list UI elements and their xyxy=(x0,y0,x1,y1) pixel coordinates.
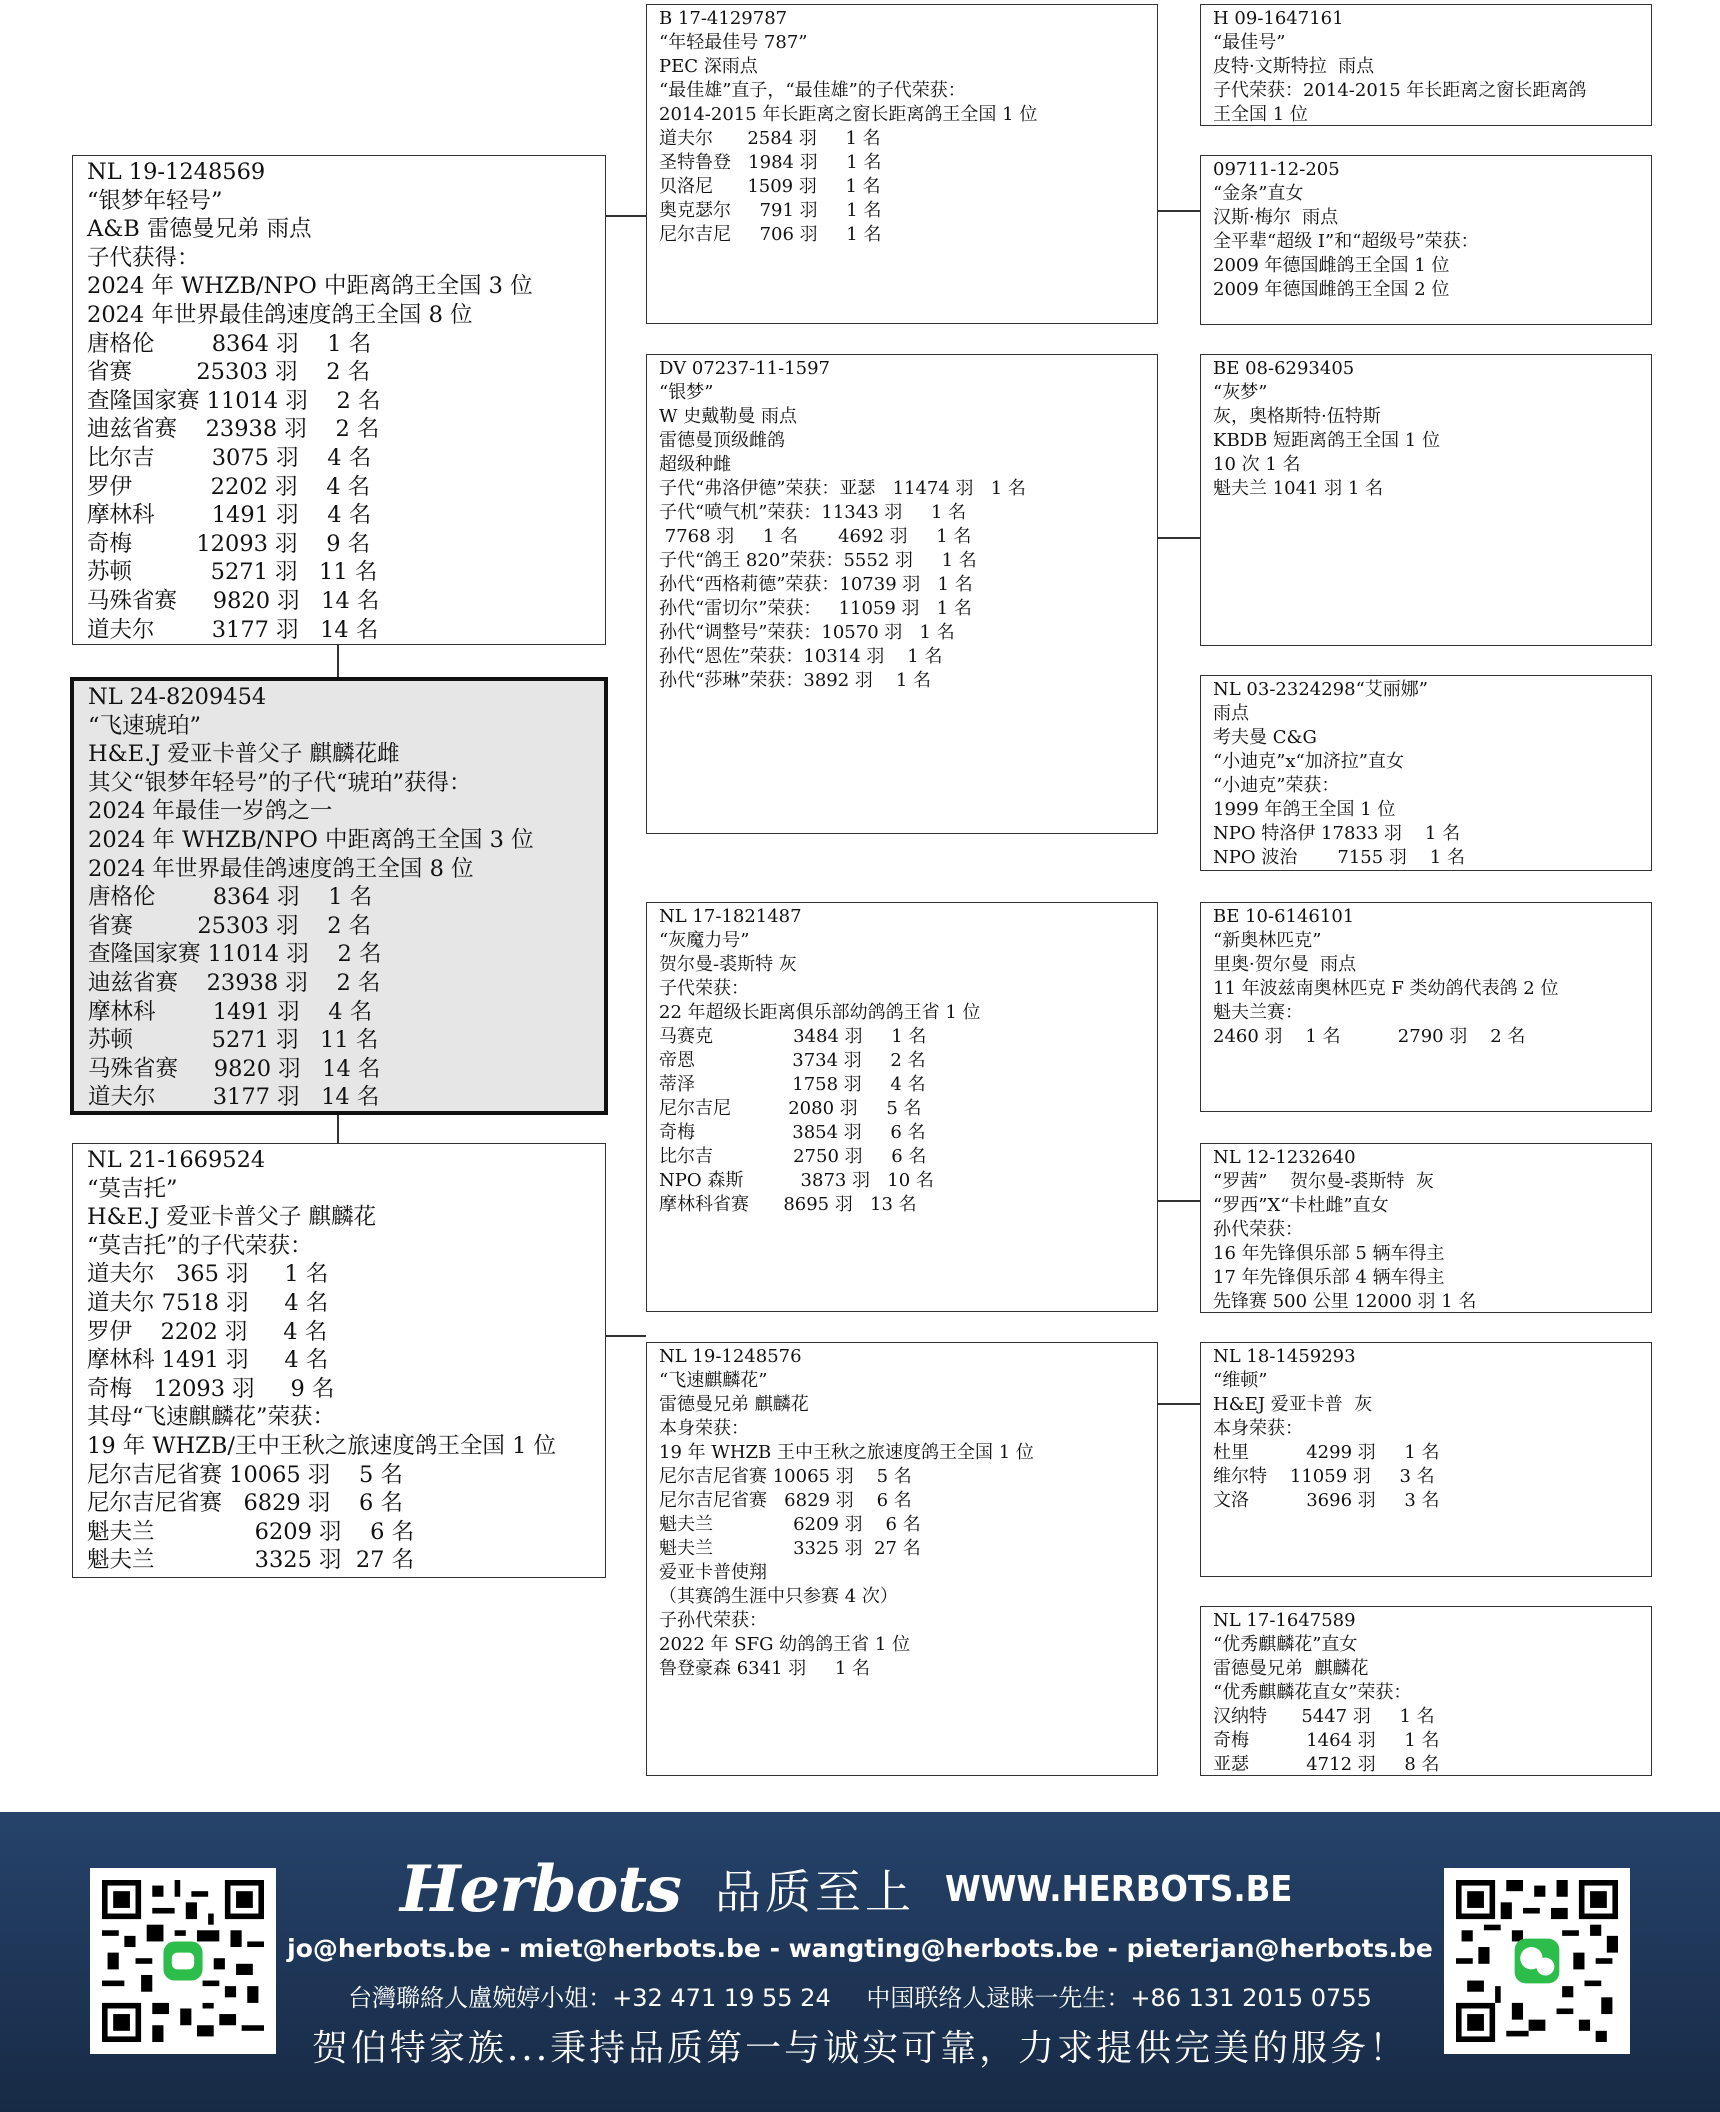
text-line: 奇梅 12093 羽 9 名 xyxy=(87,530,371,557)
motto: 贺伯特家族...秉持品质第一与诚实可靠，力求提供完美的服务！ xyxy=(311,2028,1409,2069)
text-line: 摩林科 1491 羽 4 名 xyxy=(87,1347,329,1374)
text-line: “银梦年轻号” xyxy=(87,187,223,214)
text-line: 皮特·文斯特拉 雨点 xyxy=(1213,56,1375,77)
text-line: 奇梅 1464 羽 1 名 xyxy=(1213,1730,1440,1751)
text-line: H&E.J 爱亚卡普父子 麒麟花 xyxy=(87,1204,377,1231)
text-line: 子代荣获： xyxy=(659,978,749,999)
text-line: 马赛克 3484 羽 1 名 xyxy=(659,1026,927,1047)
text-line: 雨点 xyxy=(1213,703,1249,724)
text-line: 奇梅 3854 羽 6 名 xyxy=(659,1122,926,1143)
contact-china: 中国联络人逯睐一先生：+86 131 2015 0755 xyxy=(866,1984,1372,2012)
text-line: 贝洛尼 1509 羽 1 名 xyxy=(659,176,881,197)
text-line: 马殊省赛 9820 羽 14 名 xyxy=(88,1055,381,1082)
email-list[interactable]: jo@herbots.be - miet@herbots.be - wangting@herbots.be - pieterjan@herbots.be xyxy=(287,1934,1433,1963)
g3-lines-3 xyxy=(1213,357,1639,501)
text-line: NL 24-8209454 xyxy=(88,684,267,710)
connector xyxy=(1158,537,1200,539)
text-line: NL 19-1248569 xyxy=(87,159,266,185)
sire-sire-lines xyxy=(659,7,1145,247)
g3-card-7 xyxy=(1200,1342,1652,1577)
text-line: KBDB 短距离鸽王全国 1 位 xyxy=(1213,430,1440,451)
text-line: “年轻最佳号 787” xyxy=(659,32,808,53)
text-line: 子代获得： xyxy=(87,244,200,271)
text-line: “维顿” xyxy=(1213,1370,1268,1391)
text-line: “灰魔力号” xyxy=(659,930,750,951)
text-line: 灰，奥格斯特·伍特斯 xyxy=(1213,406,1381,427)
text-line: 道夫尔 3177 羽 14 名 xyxy=(88,1084,380,1111)
connector xyxy=(1158,1200,1200,1202)
connector xyxy=(606,1335,646,1337)
text-line: 2022 年 SFG 幼鸽鸽王省 1 位 xyxy=(659,1634,911,1655)
connector xyxy=(606,215,646,217)
dam-sire-lines xyxy=(659,905,1145,1217)
footer-banner xyxy=(0,1812,1720,2112)
g3-lines-8 xyxy=(1213,1609,1639,1776)
g3-lines-7 xyxy=(1213,1345,1639,1513)
text-line: A&B 雷德曼兄弟 雨点 xyxy=(87,216,312,243)
text-line: “灰梦” xyxy=(1213,382,1268,403)
g3-card-4 xyxy=(1200,675,1652,871)
text-line: 杜里 4299 羽 1 名 xyxy=(1213,1442,1440,1463)
g3-card-2 xyxy=(1200,155,1652,325)
sire-dam-lines xyxy=(659,357,1145,693)
text-line: NL 18-1459293 xyxy=(1213,1346,1356,1367)
text-line: 比尔吉 2750 羽 6 名 xyxy=(659,1146,927,1167)
connector xyxy=(337,1113,339,1143)
g3-card-5 xyxy=(1200,902,1652,1112)
text-line: 其父“银梦年轻号”的子代“琥珀”获得： xyxy=(88,769,472,796)
text-line: 子代荣获：2014-2015 年长距离之窗长距离鸽 xyxy=(1213,80,1587,101)
text-line: 奇梅 12093 羽 9 名 xyxy=(87,1375,335,1402)
sire-sire-card xyxy=(646,4,1158,324)
text-line: 摩林科 1491 羽 4 名 xyxy=(88,998,373,1025)
text-line: 罗伊 2202 羽 4 名 xyxy=(87,473,371,500)
qr-code-icon xyxy=(1456,1880,1618,2042)
text-line: 2024 年世界最佳鸽速度鸽王全国 8 位 xyxy=(87,301,473,328)
text-line: 尼尔吉尼 2080 羽 5 名 xyxy=(659,1098,922,1119)
g3-card-6 xyxy=(1200,1143,1652,1313)
text-line: NPO 特洛伊 17833 羽 1 名 xyxy=(1213,823,1461,844)
text-line: 雷德曼兄弟 麒麟花 xyxy=(659,1394,809,1415)
text-line: NPO 波治 7155 羽 1 名 xyxy=(1213,847,1465,868)
text-line: 考夫曼 C&G xyxy=(1213,727,1317,748)
g3-lines-1 xyxy=(1213,7,1639,126)
text-line: “小迪克”荣获： xyxy=(1213,775,1340,796)
text-line: “小迪克”x“加济拉”直女 xyxy=(1213,751,1404,772)
text-line: BE 10-6146101 xyxy=(1213,906,1355,927)
g3-card-3 xyxy=(1200,354,1652,646)
text-line: 罗伊 2202 羽 4 名 xyxy=(87,1318,328,1345)
text-line: “罗西”X“卡杜雌”直女 xyxy=(1213,1195,1389,1216)
text-line: 马殊省赛 9820 羽 14 名 xyxy=(87,587,380,614)
text-line: 文洛 3696 羽 3 名 xyxy=(1213,1490,1440,1511)
contact-taiwan: 台灣聯絡人盧婉婷小姐：+32 471 19 55 24 xyxy=(348,1984,831,2012)
text-line: 爱亚卡普使翔 xyxy=(659,1562,767,1583)
text-line: 尼尔吉尼省赛 10065 羽 5 名 xyxy=(659,1466,912,1487)
text-line: PEC 深雨点 xyxy=(659,56,758,77)
text-line: H 09-1647161 xyxy=(1213,8,1344,29)
text-line: 雷德曼顶级雌鸽 xyxy=(659,430,785,451)
sire-lines xyxy=(87,158,591,644)
text-line: “莫吉托” xyxy=(87,1175,178,1202)
dam-dam-lines xyxy=(659,1345,1145,1681)
text-line: 尼尔吉尼 706 羽 1 名 xyxy=(659,224,882,245)
text-line: 2024 年 WHZB/NPO 中距离鸽王全国 3 位 xyxy=(88,826,534,853)
connector xyxy=(337,645,339,677)
text-line: NL 17-1647589 xyxy=(1213,1610,1356,1631)
text-line: 唐格伦 8364 羽 1 名 xyxy=(87,330,372,357)
text-line: “莫吉托”的子代荣获： xyxy=(87,1232,313,1259)
contact-row xyxy=(280,1978,1440,2013)
text-line: 尼尔吉尼省赛 10065 羽 5 名 xyxy=(87,1461,403,1488)
text-line: 孙代“莎琳”荣获：3892 羽 1 名 xyxy=(659,670,931,691)
text-line: （其赛鸽生涯中只参赛 4 次） xyxy=(659,1586,898,1607)
text-line: 2024 年 WHZB/NPO 中距离鸽王全国 3 位 xyxy=(87,273,533,300)
text-line: 1999 年鸽王全国 1 位 xyxy=(1213,799,1396,820)
text-line: 魁夫兰 1041 羽 1 名 xyxy=(1213,478,1384,499)
text-line: 魁夫兰 6209 羽 6 名 xyxy=(87,1518,415,1545)
text-line: NL 21-1669524 xyxy=(87,1147,266,1173)
text-line: “金条”直女 xyxy=(1213,183,1304,204)
text-line: 子代“鸽王 820”荣获：5552 羽 1 名 xyxy=(659,550,977,571)
text-line: DV 07237-11-1597 xyxy=(659,358,830,379)
text-line: 道夫尔 365 羽 1 名 xyxy=(87,1261,329,1288)
g3-lines-6 xyxy=(1213,1146,1639,1313)
text-line: 汉斯·梅尔 雨点 xyxy=(1213,207,1339,228)
text-line: 汉纳特 5447 羽 1 名 xyxy=(1213,1706,1435,1727)
text-line: 鲁登豪森 6341 羽 1 名 xyxy=(659,1658,871,1679)
text-line: 省赛 25303 羽 2 名 xyxy=(88,912,372,939)
text-line: 本身荣获： xyxy=(1213,1418,1303,1439)
text-line: 孙代“恩佐”荣获：10314 羽 1 名 xyxy=(659,646,943,667)
text-line: “罗茜” 贺尔曼-裘斯特 灰 xyxy=(1213,1171,1434,1192)
text-line: H&EJ 爱亚卡普 灰 xyxy=(1213,1394,1373,1415)
text-line: 迪兹省赛 23938 羽 2 名 xyxy=(88,969,381,996)
text-line: 本身荣获： xyxy=(659,1418,749,1439)
text-line: 魁夫兰 3325 羽 27 名 xyxy=(659,1538,921,1559)
wechat-qr-code xyxy=(1444,1868,1630,2054)
subject-lines xyxy=(88,683,590,1112)
text-line: NPO 森斯 3873 羽 10 名 xyxy=(659,1170,934,1191)
text-line: “银梦” xyxy=(659,382,714,403)
connector xyxy=(1158,210,1200,212)
text-line: 7768 羽 1 名 4692 羽 1 名 xyxy=(659,526,972,547)
text-line: BE 08-6293405 xyxy=(1213,358,1355,379)
sire-card xyxy=(72,155,606,645)
text-line: 查隆国家赛 11014 羽 2 名 xyxy=(87,387,381,414)
text-line: 摩林科省赛 8695 羽 13 名 xyxy=(659,1194,917,1215)
text-line: 2009 年德国雌鸽王全国 2 位 xyxy=(1213,279,1450,300)
text-line: 孙代“调整号”荣获：10570 羽 1 名 xyxy=(659,622,955,643)
brand-row xyxy=(400,1851,1340,1927)
text-line: 魁夫兰赛： xyxy=(1213,1002,1303,1023)
text-line: 摩林科 1491 羽 4 名 xyxy=(87,502,372,529)
text-line: 17 年先锋俱乐部 4 辆车得主 xyxy=(1213,1267,1445,1288)
dam-sire-card xyxy=(646,902,1158,1312)
g3-card-8 xyxy=(1200,1606,1652,1776)
text-line: “飞速琥珀” xyxy=(88,712,202,739)
text-line: 2009 年德国雌鸽王全国 1 位 xyxy=(1213,255,1450,276)
herbots-logo: Herbots xyxy=(400,1851,681,1927)
text-line: 比尔吉 3075 羽 4 名 xyxy=(87,444,372,471)
text-line: 苏顿 5271 羽 11 名 xyxy=(87,559,378,586)
text-line: 维尔特 11059 羽 3 名 xyxy=(1213,1466,1435,1487)
text-line: 22 年超级长距离俱乐部幼鸽鸽王省 1 位 xyxy=(659,1002,981,1023)
text-line: 19 年 WHZB 王中王秋之旅速度鸽王全国 1 位 xyxy=(659,1442,1034,1463)
text-line: 全平辈“超级 I”和“超级号”荣获： xyxy=(1213,231,1479,252)
text-line: H&E.J 爱亚卡普父子 麒麟花雌 xyxy=(88,741,400,768)
text-line: 魁夫兰 6209 羽 6 名 xyxy=(659,1514,921,1535)
connector xyxy=(1158,1403,1200,1405)
text-line: NL 17-1821487 xyxy=(659,906,802,927)
text-line: 2014-2015 年长距离之窗长距离鸽王全国 1 位 xyxy=(659,104,1038,125)
subject-card xyxy=(70,677,608,1115)
text-line: NL 12-1232640 xyxy=(1213,1147,1356,1168)
text-line: 道夫尔 3177 羽 14 名 xyxy=(87,616,379,643)
text-line: 省赛 25303 羽 2 名 xyxy=(87,359,371,386)
g3-lines-2 xyxy=(1213,158,1639,302)
text-line: 先锋赛 500 公里 12000 羽 1 名 xyxy=(1213,1291,1477,1312)
text-line: 2460 羽 1 名 2790 羽 2 名 xyxy=(1213,1026,1526,1047)
dam-card xyxy=(72,1143,606,1578)
dam-lines xyxy=(87,1146,591,1575)
text-line: 道夫尔 2584 羽 1 名 xyxy=(659,128,881,149)
text-line: “优秀麒麟花”直女 xyxy=(1213,1634,1358,1655)
text-line: 孙代荣获： xyxy=(1213,1219,1303,1240)
website-link[interactable]: WWW.HERBOTS.BE xyxy=(944,1868,1293,1910)
text-line: 子代“弗洛伊德”荣获：亚瑟 11474 羽 1 名 xyxy=(659,478,1026,499)
text-line: 道夫尔 7518 羽 4 名 xyxy=(87,1289,329,1316)
text-line: 帝恩 3734 羽 2 名 xyxy=(659,1050,926,1071)
text-line: 尼尔吉尼省赛 6829 羽 6 名 xyxy=(87,1490,403,1517)
text-line: 贺尔曼-裘斯特 灰 xyxy=(659,954,797,975)
text-line: 子代“喷气机”荣获：11343 羽 1 名 xyxy=(659,502,967,523)
text-line: 奥克瑟尔 791 羽 1 名 xyxy=(659,200,882,221)
text-line: 孙代“西格莉德”荣获：10739 羽 1 名 xyxy=(659,574,973,595)
qr-code-icon xyxy=(102,1880,264,2042)
text-line: 19 年 WHZB/王中王秋之旅速度鸽王全国 1 位 xyxy=(87,1432,557,1459)
dam-dam-card xyxy=(646,1342,1158,1776)
text-line: 唐格伦 8364 羽 1 名 xyxy=(88,884,373,911)
text-line: “最佳号” xyxy=(1213,32,1286,53)
text-line: 迪兹省赛 23938 羽 2 名 xyxy=(87,416,380,443)
text-line: 苏顿 5271 羽 11 名 xyxy=(88,1027,379,1054)
text-line: 16 年先锋俱乐部 5 辆车得主 xyxy=(1213,1243,1445,1264)
text-line: 孙代“雷切尔”荣获： 11059 羽 1 名 xyxy=(659,598,972,619)
text-line: 子孙代荣获： xyxy=(659,1610,767,1631)
text-line: 11 年波兹南奥林匹克 F 类幼鸽代表鸽 2 位 xyxy=(1213,978,1559,999)
slogan: 品质至上 xyxy=(714,1865,915,1919)
text-line: NL 03-2324298“艾丽娜” xyxy=(1213,679,1428,700)
text-line: 尼尔吉尼省赛 6829 羽 6 名 xyxy=(659,1490,912,1511)
text-line: 魁夫兰 3325 羽 27 名 xyxy=(87,1547,415,1574)
text-line: 09711-12-205 xyxy=(1213,159,1340,180)
text-line: B 17-4129787 xyxy=(659,8,788,29)
text-line: “飞速麒麟花” xyxy=(659,1370,768,1391)
text-line: 圣特鲁登 1984 羽 1 名 xyxy=(659,152,882,173)
g3-lines-4 xyxy=(1213,678,1639,870)
text-line: 雷德曼兄弟 麒麟花 xyxy=(1213,1658,1369,1679)
text-line: 10 次 1 名 xyxy=(1213,454,1301,475)
sire-dam-card xyxy=(646,354,1158,834)
line-qr-code xyxy=(90,1868,276,2054)
text-line: 2024 年最佳一岁鸽之一 xyxy=(88,798,333,825)
text-line: 查隆国家赛 11014 羽 2 名 xyxy=(88,941,382,968)
text-line: “最佳雄”直子，“最佳雄”的子代荣获： xyxy=(659,80,966,101)
text-line: NL 19-1248576 xyxy=(659,1346,802,1367)
text-line: “新奥林匹克” xyxy=(1213,930,1322,951)
g3-lines-5 xyxy=(1213,905,1639,1049)
text-line: 亚瑟 4712 羽 8 名 xyxy=(1213,1754,1440,1775)
text-line: 其母“飞速麒麟花”荣获： xyxy=(87,1404,336,1431)
text-line: 里奥·贺尔曼 雨点 xyxy=(1213,954,1357,975)
text-line: W 史戴勒曼 雨点 xyxy=(659,406,797,427)
text-line: 超级种雌 xyxy=(659,454,731,475)
text-line: 王全国 1 位 xyxy=(1213,104,1308,125)
text-line: “优秀麒麟花直女”荣获： xyxy=(1213,1682,1412,1703)
text-line: 蒂泽 1758 羽 4 名 xyxy=(659,1074,926,1095)
text-line: 2024 年世界最佳鸽速度鸽王全国 8 位 xyxy=(88,855,474,882)
g3-card-1 xyxy=(1200,4,1652,126)
